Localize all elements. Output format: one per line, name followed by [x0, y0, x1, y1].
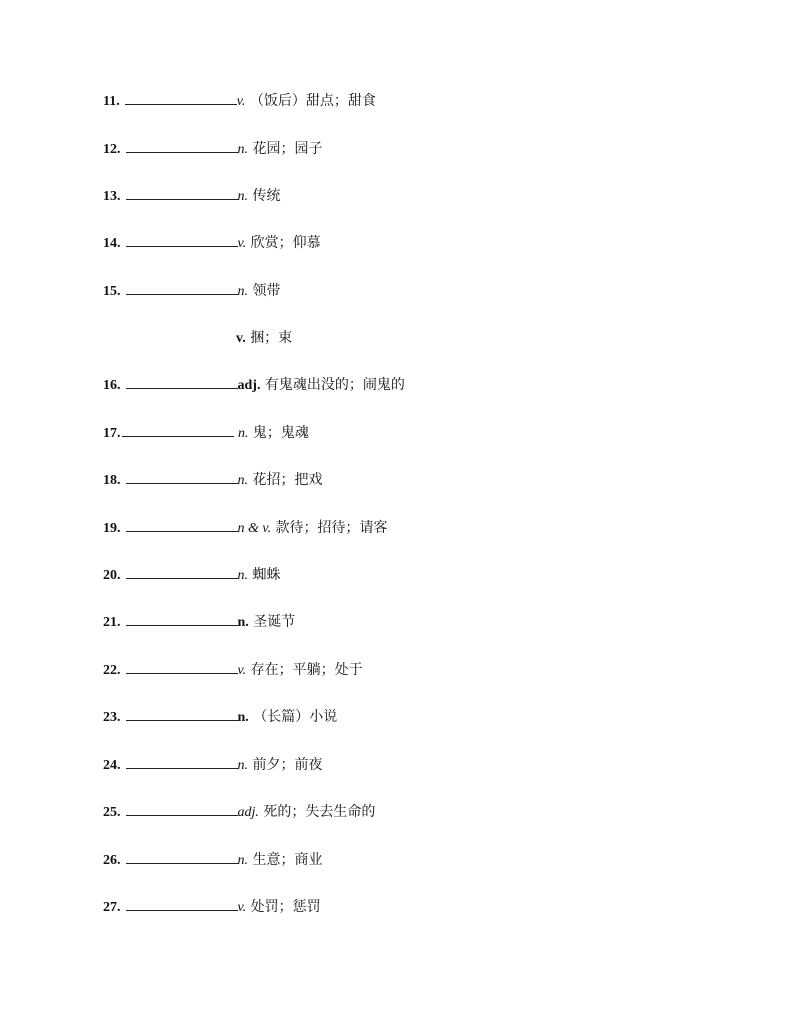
answer-blank[interactable] [126, 517, 238, 532]
chinese-meaning: 存在；平躺；处于 [250, 662, 363, 678]
vocab-item-23 [103, 706, 337, 728]
part-of-speech: n. [237, 615, 249, 630]
item-number: 27. [103, 900, 121, 915]
part-of-speech: v. [236, 94, 246, 109]
vocab-item-27 [103, 896, 321, 918]
item-number: 19. [103, 521, 121, 536]
item-number: 25. [103, 805, 121, 820]
chinese-meaning: 鬼；鬼魂 [252, 425, 309, 441]
chinese-meaning: 生意；商业 [252, 852, 323, 868]
chinese-meaning: 有鬼魂出没的；闹鬼的 [264, 377, 405, 393]
vocab-item-13 [103, 185, 280, 207]
answer-blank[interactable] [126, 138, 238, 153]
part-of-speech: n. [237, 853, 248, 868]
chinese-meaning: （长篇）小说 [253, 709, 338, 725]
answer-blank[interactable] [126, 611, 238, 626]
vocab-item-25 [103, 801, 375, 823]
answer-blank[interactable] [126, 280, 238, 295]
vocab-item-11 [103, 90, 376, 112]
vocab-item-15 [103, 280, 280, 302]
answer-blank[interactable] [126, 185, 238, 200]
part-of-speech: v. [237, 663, 247, 678]
chinese-meaning: 圣诞节 [253, 614, 296, 630]
part-of-speech: v. [237, 900, 247, 915]
vocab-item-16 [103, 374, 405, 396]
part-of-speech: n. [237, 710, 249, 725]
part-of-speech: n. [237, 142, 248, 157]
part-of-speech: v. [237, 236, 247, 251]
part-of-speech: n. [237, 284, 248, 299]
item-number: 13. [103, 189, 121, 204]
chinese-meaning: 处罚；惩罚 [250, 899, 321, 915]
chinese-meaning: 花园；园子 [252, 141, 323, 157]
vocab-item-18 [103, 469, 322, 491]
answer-blank[interactable] [126, 754, 238, 769]
item-number: 15. [103, 284, 121, 299]
part-of-speech: n & v. [237, 521, 272, 536]
part-of-speech: v. [236, 331, 246, 346]
part-of-speech: n. [237, 758, 248, 773]
chinese-meaning: 欣赏；仰慕 [250, 235, 321, 251]
chinese-meaning: 死的；失去生命的 [263, 804, 376, 820]
item-number: 17. [103, 426, 121, 441]
answer-blank[interactable] [126, 564, 238, 579]
vocab-item-19 [103, 517, 388, 539]
item-number: 16. [103, 378, 121, 393]
part-of-speech: adj. [237, 378, 261, 393]
part-of-speech: n. [237, 473, 248, 488]
part-of-speech: n. [237, 189, 248, 204]
item-number: 11. [103, 94, 120, 109]
vocab-item-24 [103, 754, 322, 776]
item-number: 12. [103, 142, 121, 157]
chinese-meaning: 前夕；前夜 [252, 757, 323, 773]
answer-blank[interactable] [126, 659, 238, 674]
vocab-item-12 [103, 138, 322, 160]
vocab-item-17 [103, 422, 309, 444]
answer-blank[interactable] [126, 232, 238, 247]
vocab-item-20 [103, 564, 280, 586]
answer-blank[interactable] [126, 849, 238, 864]
chinese-meaning: 领带 [252, 283, 281, 299]
item-number: 21. [103, 615, 121, 630]
chinese-meaning: 花招；把戏 [252, 472, 323, 488]
vocab-item-14 [103, 232, 321, 254]
answer-blank[interactable] [126, 801, 238, 816]
answer-blank[interactable] [122, 422, 234, 437]
answer-blank[interactable] [126, 706, 238, 721]
item-number: 26. [103, 853, 121, 868]
chinese-meaning: （饭后）甜点；甜食 [249, 93, 376, 109]
vocab-item-15-extra-meaning [236, 327, 292, 349]
part-of-speech: n. [237, 568, 248, 583]
chinese-meaning: 蜘蛛 [252, 567, 281, 583]
item-number: 14. [103, 236, 121, 251]
vocab-item-26 [103, 849, 322, 871]
item-number: 22. [103, 663, 121, 678]
answer-blank[interactable] [126, 374, 238, 389]
answer-blank[interactable] [125, 90, 237, 105]
item-number: 18. [103, 473, 121, 488]
answer-blank[interactable] [126, 469, 238, 484]
item-number: 20. [103, 568, 121, 583]
chinese-meaning: 传统 [252, 188, 281, 204]
part-of-speech: n. [237, 426, 249, 441]
answer-blank[interactable] [126, 896, 238, 911]
item-number: 24. [103, 758, 121, 773]
chinese-meaning: 款待；招待；请客 [275, 520, 388, 536]
vocab-item-22 [103, 659, 363, 681]
chinese-meaning: 捆；束 [250, 330, 293, 346]
item-number: 23. [103, 710, 121, 725]
part-of-speech: adj. [237, 805, 259, 820]
vocab-item-21 [103, 611, 295, 633]
